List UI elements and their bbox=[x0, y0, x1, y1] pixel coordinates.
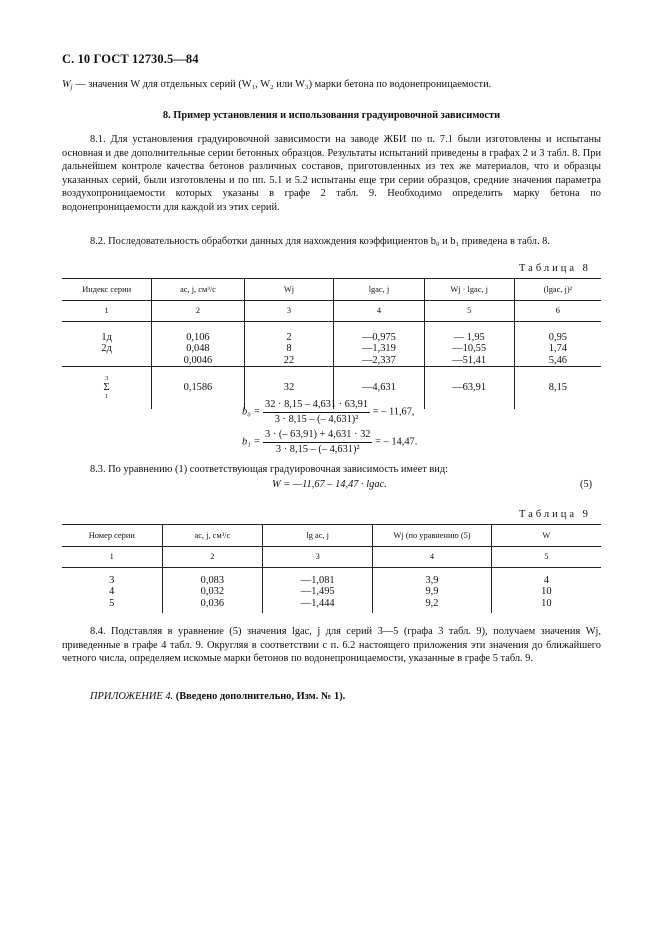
sigma-symbol: Σ bbox=[103, 380, 110, 393]
table8-header: (lgaс, j)² bbox=[514, 279, 601, 301]
section-title: 8. Пример установления и использования градуировочной зависимости bbox=[162, 110, 501, 121]
table9-header: W bbox=[491, 525, 601, 547]
table-cell: 8,15 bbox=[514, 367, 601, 410]
table-cell: — 1,95 —10,55 —51,41 bbox=[424, 322, 514, 367]
table-cell: 0,95 1,74 5,46 bbox=[514, 322, 601, 367]
equation-number: (5) bbox=[580, 479, 593, 490]
column-number: 4 bbox=[373, 547, 491, 568]
paragraph-8-3: 8.3. По уравнению (1) соответствующая градуировочная зависимость имеет вид: bbox=[90, 464, 448, 475]
sum-upper: 3 bbox=[105, 374, 109, 382]
formula-b1: b₁ = $\frac{3 \cdot (- 63,91) + 4,631 \cdot 32}{\text{3 · 8,15 – (– 4,631)²}}$ = – 14,47. bbox=[242, 429, 418, 455]
table9-header: Wj (по уравнению (5) bbox=[373, 525, 491, 547]
appendix-label: ПРИЛОЖЕНИЕ 4. bbox=[90, 691, 174, 702]
intro-paragraph bbox=[62, 78, 601, 95]
column-number: 4 bbox=[334, 301, 424, 322]
equation-5: W = —11,67 – 14,47 · lgaс. bbox=[272, 479, 387, 490]
sum-label bbox=[62, 367, 152, 410]
paragraph-8-1: 8.1. Для установления градуировочной зависимости на заводе ЖБИ по п. 7.1 были изготовлены и испытаны основная и две дополнительные серии бетонных образцов. Результаты испытаний приведены в графах 2 и 3 табл. 8. При дальнейшем контроле качества бетонов различных составов, приготовленных из тех же материалов, что и образцы указанных серий, были изготовлены и по пп. 5.1 и 5.2 испытаны еще три серии образцов, средние значения параметра воздухопроницаемости которых указаны в графе 2 табл. 9. Необходимо определить марку бетона по водонепроницаемости для каждой из этих серий. bbox=[62, 134, 601, 213]
column-number: 1 bbox=[62, 301, 152, 322]
column-number: 5 bbox=[491, 547, 601, 568]
table-cell: 1д 2д bbox=[101, 332, 112, 355]
table8-header: Wj bbox=[244, 279, 334, 301]
column-number: 5 bbox=[424, 301, 514, 322]
paragraph-8-2: 8.2. Последовательность обработки данных для нахождения коэффициентов b₀ и b₁ приведена в табл. 8. bbox=[90, 236, 550, 247]
table8-header: Индекс серии bbox=[62, 279, 152, 301]
table-cell: 3,9 9,9 9,2 bbox=[373, 568, 491, 614]
w-symbol: W bbox=[62, 79, 71, 90]
column-number: 2 bbox=[162, 547, 263, 568]
table-row bbox=[62, 568, 601, 614]
intro-text: — значения W для отдельных серий (W₁, W₂ или W₃) марки бетона по водонепроницаемости. bbox=[72, 79, 492, 90]
table-cell: 0,106 0,048 0,0046 bbox=[152, 322, 244, 367]
table-row bbox=[62, 322, 601, 367]
table-cell: 0,083 0,032 0,036 bbox=[162, 568, 263, 614]
column-number: 3 bbox=[263, 547, 373, 568]
table9-header: Номер серии bbox=[62, 525, 162, 547]
table-cell: —63,91 bbox=[424, 367, 514, 410]
table-cell: 2 8 22 bbox=[244, 322, 334, 367]
page-header: С. 10 ГОСТ 12730.5—84 bbox=[62, 52, 199, 66]
table9-header: aс, j, см³/с bbox=[162, 525, 263, 547]
table-cell: 0,1586 bbox=[152, 367, 244, 410]
table8-header: lgaс, j bbox=[334, 279, 424, 301]
appendix-note: (Введено дополнительно, Изм. № 1). bbox=[175, 691, 346, 702]
table-9 bbox=[62, 524, 601, 613]
table-cell: 4 10 10 bbox=[491, 568, 601, 614]
column-number: 2 bbox=[152, 301, 244, 322]
paragraph-8-4: 8.4. Подставляя в уравнение (5) значения lgaс, j для серий 3—5 (графа 3 табл. 9), получаем значения Wj, приведенные в графе 4 табл. 9. Округляя в соответствии с п. 6.2 настоящего приложения эти значения до ближайшего четного числа, определяем искомые марки бетонов по водонепроницаемости, указанные в графе 5 табл. 9. bbox=[62, 626, 601, 665]
table9-header: lg aс, j bbox=[263, 525, 373, 547]
table-cell: 32 bbox=[244, 367, 334, 410]
column-number: 3 bbox=[244, 301, 334, 322]
table-cell: —0,975 —1,319 —2,337 bbox=[334, 322, 424, 367]
table9-caption: Таблица 9 bbox=[519, 509, 591, 520]
table8-caption: Таблица 8 bbox=[519, 263, 591, 274]
column-number: 6 bbox=[514, 301, 601, 322]
w-subscript: j bbox=[70, 83, 73, 91]
sum-lower: 1 bbox=[105, 392, 109, 400]
appendix-footer bbox=[62, 690, 601, 704]
table-cell: —1,081 —1,495 —1,444 bbox=[263, 568, 373, 614]
formula-b0: b₀ = $\frac{32 \cdot 8,15 - 4,631 \cdot 63,91}{\text{3 · 8,15 – (– 4,631)²}}$ = – 11,67, bbox=[242, 399, 415, 425]
table-8 bbox=[62, 278, 601, 409]
table8-header: aс, j, см³/с bbox=[152, 279, 244, 301]
table8-header: Wj · lgaс, j bbox=[424, 279, 514, 301]
table-cell: 3 4 5 bbox=[109, 575, 115, 609]
column-number: 1 bbox=[62, 547, 162, 568]
table-cell: —4,631 bbox=[334, 367, 424, 410]
